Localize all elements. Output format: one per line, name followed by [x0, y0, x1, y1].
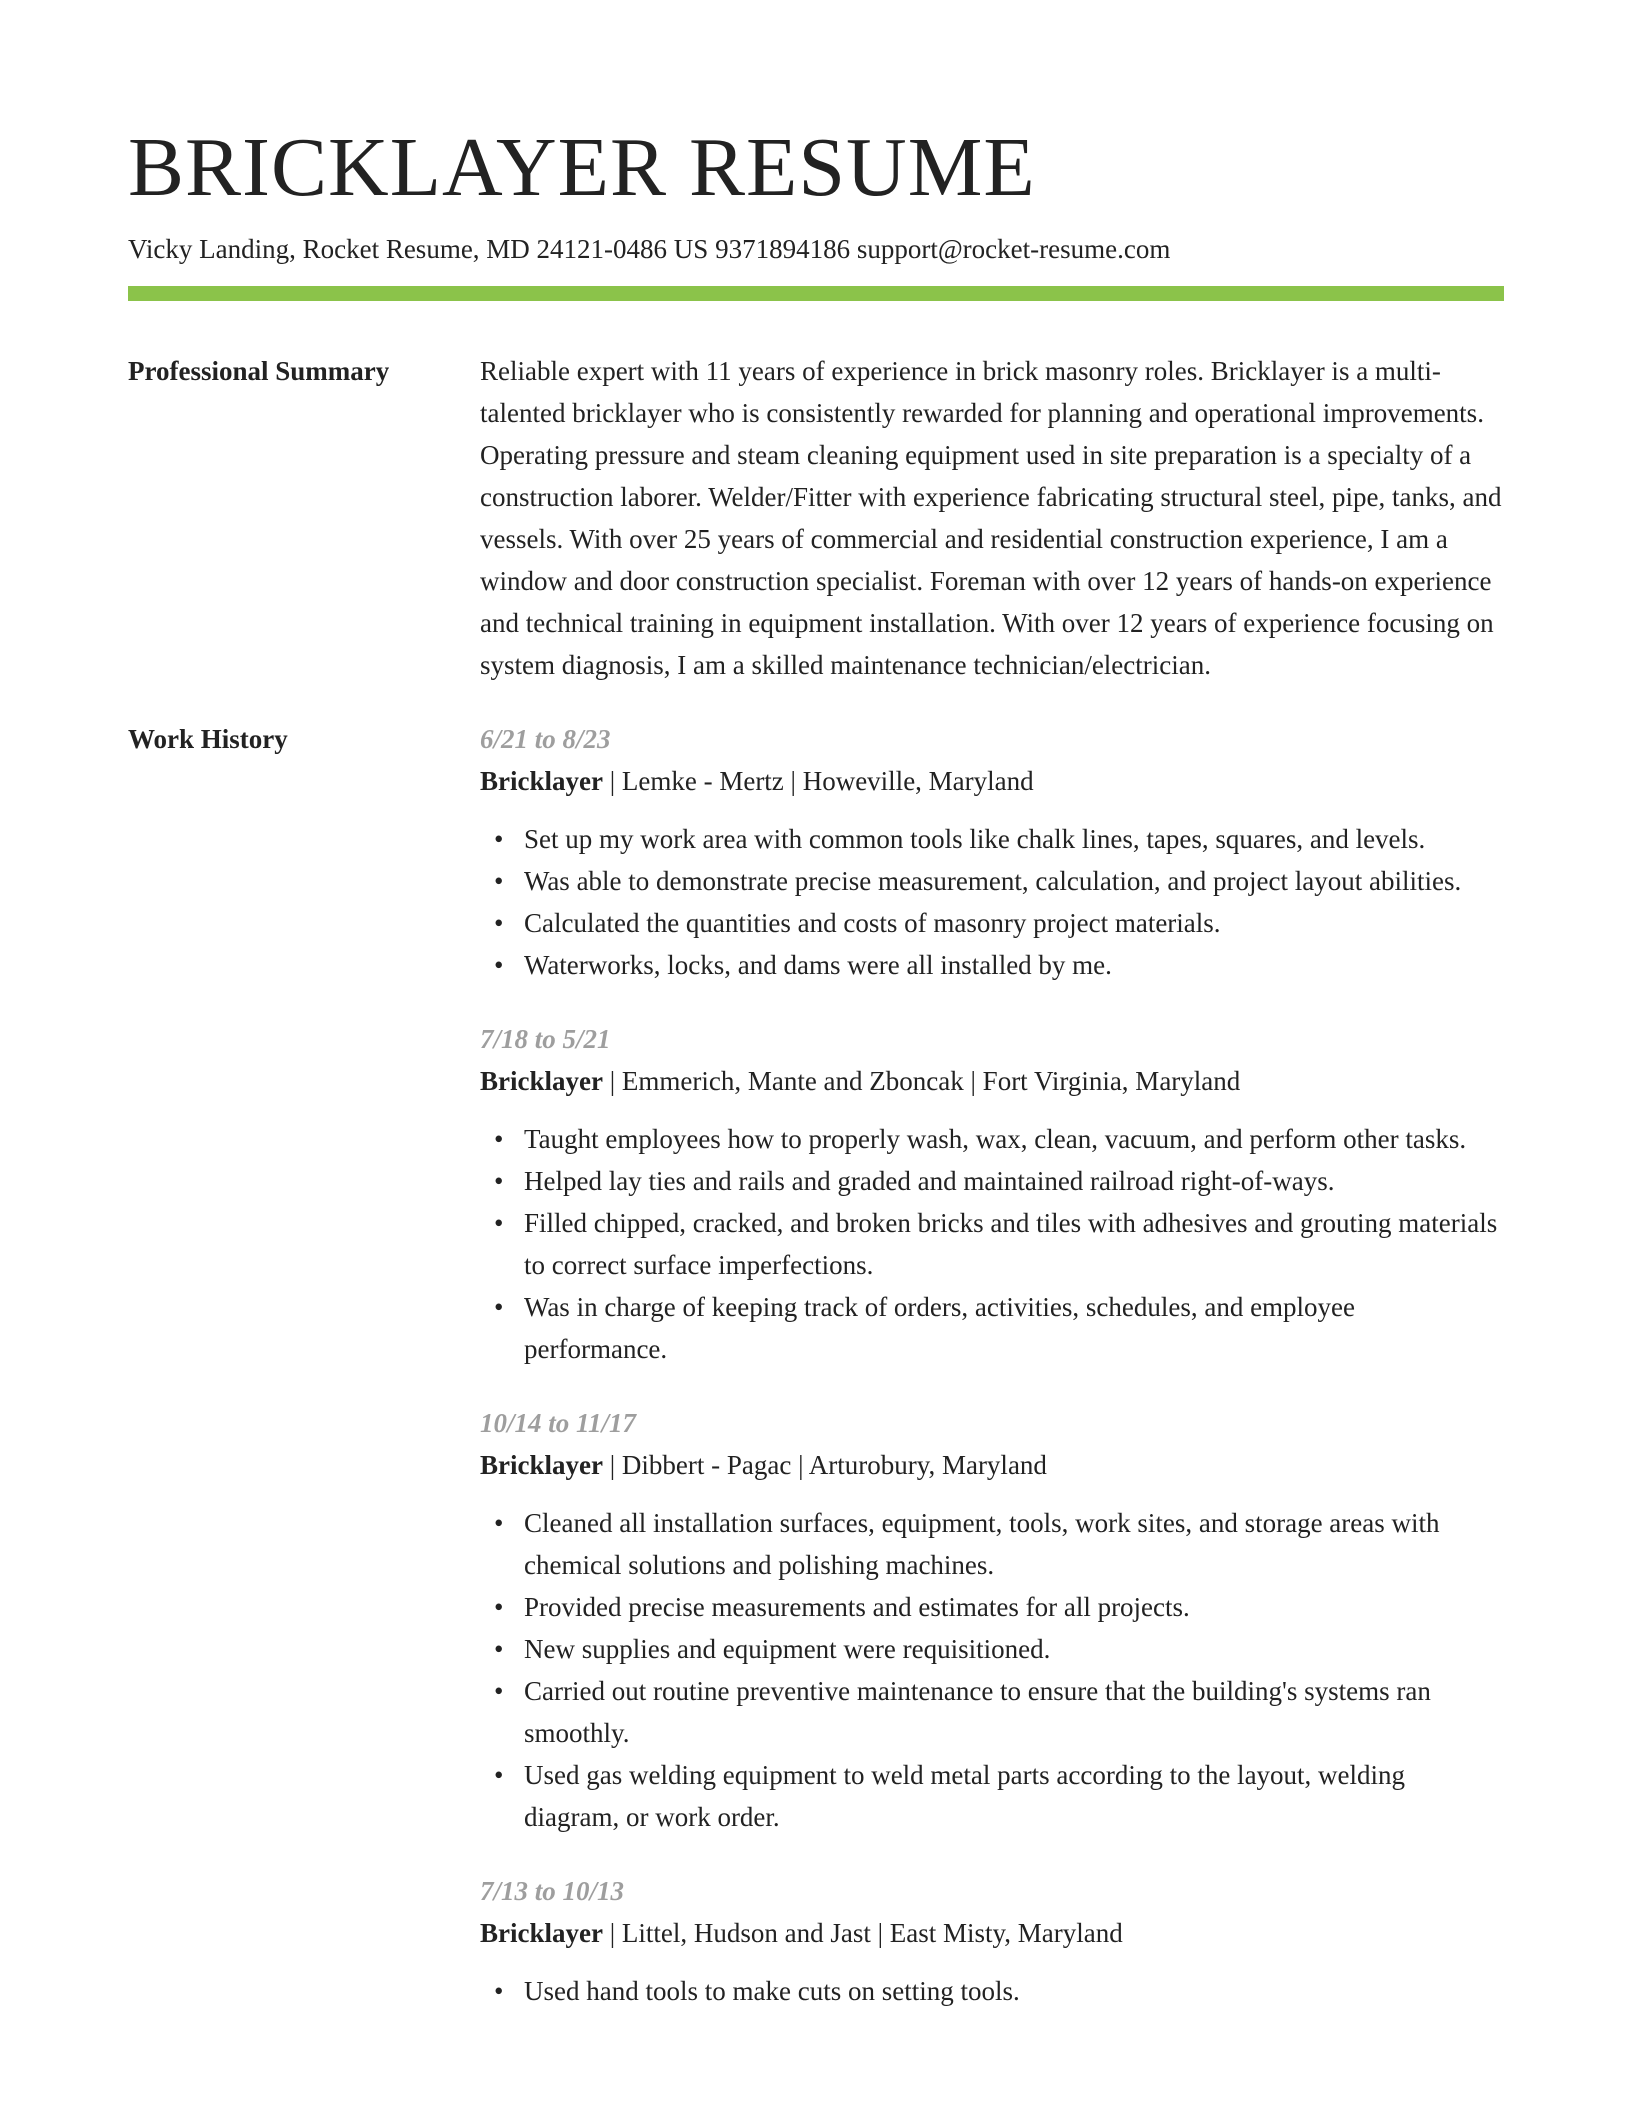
bullet-icon: • [494, 1292, 504, 1322]
job-bullet-item [494, 818, 1504, 860]
summary-text: Reliable expert with 11 years of experience in brick masonry roles. Bricklayer is a multi-talented bricklayer who is consistently rewarded for planning and operational improvements. Operating pressure and steam cleaning equipment used in site preparation is a specialty of a construction laborer. Welder/Fitter with experience fabricating structural steel, pipe, tanks, and vessels. With over 25 years of commercial and residential construction experience, I am a window and door construction specialist. Foreman with over 12 years of hands-on experience and technical training in equipment installation. With over 12 years of experience focusing on system diagnosis, I am a skilled maintenance technician/electrician. [480, 356, 1502, 680]
contact-line: Vicky Landing, Rocket Resume, MD 24121-0486 US 9371894186 support@rocket-resume.com [128, 234, 1171, 264]
job-title: Bricklayer [480, 1450, 603, 1480]
job-bullet-text: Used gas welding equipment to weld metal parts according to the layout, welding diagram, or work order. [524, 1760, 1406, 1832]
job-bullet-text: Taught employees how to properly wash, wax, clean, vacuum, and perform other tasks. [524, 1124, 1467, 1154]
bullet-icon: • [494, 1124, 504, 1154]
job-separator: | [602, 1450, 622, 1480]
job-bullet-item [494, 860, 1504, 902]
job-heading-line [480, 760, 1504, 802]
job-bullet-item [494, 1628, 1504, 1670]
job-separator: | [602, 1066, 622, 1096]
job-company: Emmerich, Mante and Zboncak [621, 1066, 964, 1096]
job-bullet-list [480, 818, 1504, 986]
work-history-heading: Work History [128, 724, 288, 754]
job-location: Arturobury, Maryland [808, 1450, 1047, 1480]
job-bullet-item [494, 1586, 1504, 1628]
work-history-section [128, 718, 1504, 2012]
job-bullet-text: Filled chipped, cracked, and broken bricks and tiles with adhesives and grouting materials to correct surface imperfections. [524, 1208, 1498, 1280]
job-separator: | [963, 1066, 983, 1096]
job-location: East Misty, Maryland [889, 1918, 1123, 1948]
summary-section [128, 350, 1504, 686]
job-bullet-text: New supplies and equipment were requisitioned. [524, 1634, 1051, 1664]
job-dates: 6/21 to 8/23 [480, 724, 611, 754]
job-bullet-text: Waterworks, locks, and dams were all installed by me. [524, 950, 1112, 980]
job-heading-line [480, 1912, 1504, 1954]
bullet-icon: • [494, 1208, 504, 1238]
resume-content [128, 350, 1504, 2012]
job-bullet-list [480, 1118, 1504, 1370]
bullet-icon: • [494, 1634, 504, 1664]
job-bullet-text: Cleaned all installation surfaces, equipment, tools, work sites, and storage areas with chemical solutions and polishing machines. [524, 1508, 1440, 1580]
job-bullet-text: Was in charge of keeping track of orders, activities, schedules, and employee performance. [524, 1292, 1356, 1364]
job-dates: 7/18 to 5/21 [480, 1024, 611, 1054]
bullet-icon: • [494, 1760, 504, 1790]
bullet-icon: • [494, 1508, 504, 1538]
bullet-icon: • [494, 866, 504, 896]
job-dates: 7/13 to 10/13 [480, 1876, 625, 1906]
job-bullet-text: Used hand tools to make cuts on setting tools. [524, 1976, 1020, 2006]
job-separator: | [602, 766, 622, 796]
job-entry [480, 1402, 1504, 1838]
job-bullet-text: Was able to demonstrate precise measurement, calculation, and project layout abilities. [524, 866, 1462, 896]
job-title: Bricklayer [480, 1918, 603, 1948]
job-separator: | [602, 1918, 622, 1948]
job-entry [480, 1018, 1504, 1370]
job-entry [480, 718, 1504, 986]
job-bullet-item [494, 1502, 1504, 1586]
job-separator: | [783, 766, 803, 796]
resume-title: BRICKLAYER RESUME [128, 121, 1036, 214]
job-bullet-item [494, 944, 1504, 986]
job-dates: 10/14 to 11/17 [480, 1408, 637, 1438]
job-bullet-text: Helped lay ties and rails and graded and maintained railroad right-of-ways. [524, 1166, 1335, 1196]
bullet-icon: • [494, 1976, 504, 2006]
job-bullet-item [494, 1286, 1504, 1370]
job-bullet-item [494, 1160, 1504, 1202]
bullet-icon: • [494, 1676, 504, 1706]
job-separator: | [870, 1918, 890, 1948]
job-bullet-item [494, 902, 1504, 944]
job-bullet-text: Calculated the quantities and costs of masonry project materials. [524, 908, 1221, 938]
summary-heading: Professional Summary [128, 356, 390, 386]
job-bullet-list [480, 1502, 1504, 1838]
job-heading-line [480, 1060, 1504, 1102]
bullet-icon: • [494, 1166, 504, 1196]
bullet-icon: • [494, 824, 504, 854]
bullet-icon: • [494, 908, 504, 938]
job-bullet-text: Carried out routine preventive maintenance to ensure that the building's systems ran smoothly. [524, 1676, 1431, 1748]
job-company: Lemke - Mertz [621, 766, 784, 796]
job-bullet-item [494, 1754, 1504, 1838]
job-bullet-item [494, 1118, 1504, 1160]
job-bullet-item [494, 1970, 1504, 2012]
bullet-icon: • [494, 1592, 504, 1622]
job-separator: | [791, 1450, 809, 1480]
job-company: Littel, Hudson and Jast [621, 1918, 871, 1948]
job-location: Howeville, Maryland [802, 766, 1034, 796]
job-title: Bricklayer [480, 1066, 603, 1096]
work-history-list [480, 718, 1504, 2012]
job-heading-line [480, 1444, 1504, 1486]
job-bullet-list [480, 1970, 1504, 2012]
job-bullet-text: Provided precise measurements and estimates for all projects. [524, 1592, 1190, 1622]
job-company: Dibbert - Pagac [621, 1450, 792, 1480]
job-location: Fort Virginia, Maryland [982, 1066, 1241, 1096]
job-bullet-item [494, 1202, 1504, 1286]
job-entry [480, 1870, 1504, 2012]
job-title: Bricklayer [480, 766, 603, 796]
summary-body [480, 350, 1504, 686]
job-bullet-text: Set up my work area with common tools like chalk lines, tapes, squares, and levels. [524, 824, 1426, 854]
job-bullet-item [494, 1670, 1504, 1754]
bullet-icon: • [494, 950, 504, 980]
accent-divider [128, 286, 1504, 301]
